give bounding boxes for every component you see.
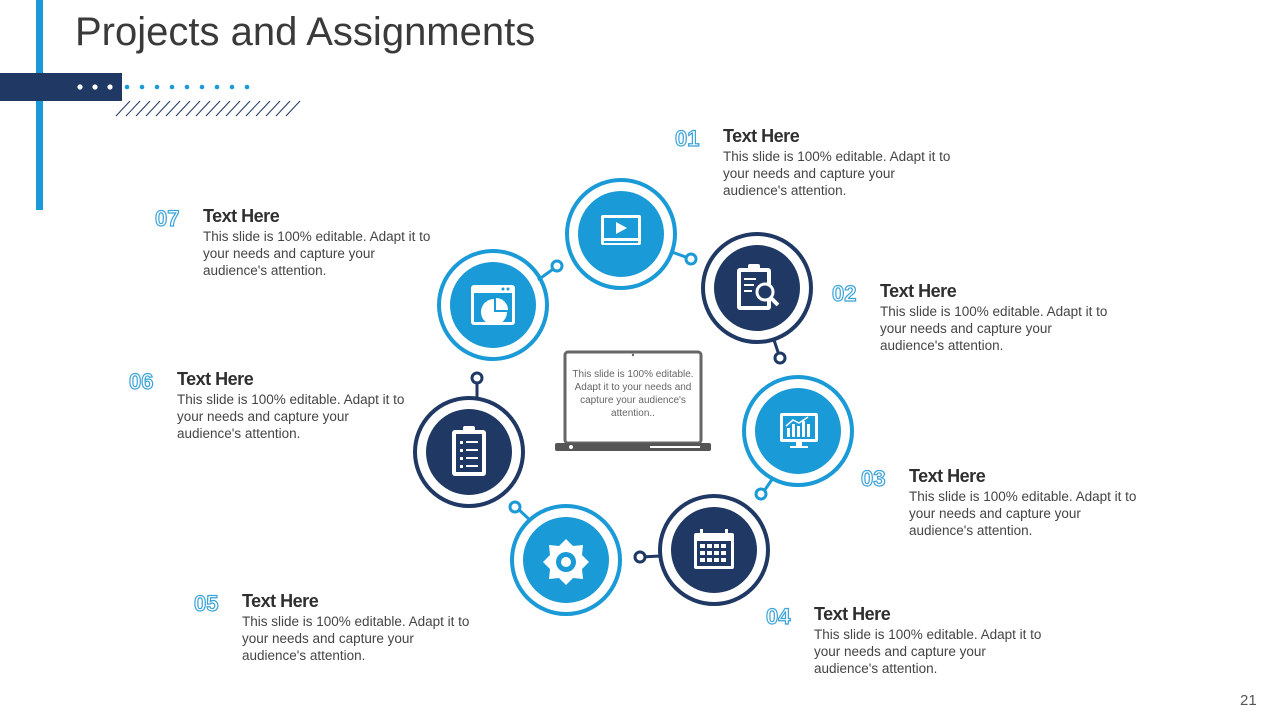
item-title: Text Here xyxy=(723,126,800,146)
item-number: 04 xyxy=(766,604,791,629)
item-title: Text Here xyxy=(177,369,254,389)
node-07 xyxy=(439,251,562,359)
item-title: Text Here xyxy=(203,206,280,226)
item-number: 03 xyxy=(861,466,886,491)
node-03 xyxy=(744,377,852,499)
gear-icon xyxy=(543,539,589,585)
pie-chart-window-icon xyxy=(471,285,515,325)
item-title: Text Here xyxy=(242,591,319,611)
item-description: This slide is 100% editable. Adapt it to your needs and capture your audience's attention. xyxy=(880,304,1108,353)
node-02 xyxy=(703,234,811,363)
node-06 xyxy=(415,373,523,506)
video-player-icon xyxy=(601,215,641,245)
center-text: This slide is 100% editable. Adapt it to your needs and capture your audience's attention.. xyxy=(572,369,694,419)
checklist-icon xyxy=(452,426,486,476)
node-01 xyxy=(567,180,696,288)
item-number: 05 xyxy=(194,591,219,616)
item-description: This slide is 100% editable. Adapt it to your needs and capture your audience's attention. xyxy=(814,627,1042,676)
page-title: Projects and Assignments xyxy=(75,10,536,54)
item-description: This slide is 100% editable. Adapt it to your needs and capture your audience's attention. xyxy=(203,229,431,278)
item-number: 02 xyxy=(832,281,857,306)
item-number: 07 xyxy=(155,206,180,231)
node-04 xyxy=(635,496,768,604)
item-title: Text Here xyxy=(880,281,957,301)
item-number: 06 xyxy=(129,369,154,394)
item-title: Text Here xyxy=(909,466,986,486)
item-description: This slide is 100% editable. Adapt it to your needs and capture your audience's attention. xyxy=(242,614,470,663)
item-number: 01 xyxy=(675,126,700,151)
item-description: This slide is 100% editable. Adapt it to your needs and capture your audience's attention. xyxy=(909,489,1137,538)
node-05 xyxy=(510,502,620,614)
page-number: 21 xyxy=(1240,692,1257,709)
calendar-icon xyxy=(694,529,734,569)
item-description: This slide is 100% editable. Adapt it to your needs and capture your audience's attention. xyxy=(723,149,951,198)
item-title: Text Here xyxy=(814,604,891,624)
item-description: This slide is 100% editable. Adapt it to your needs and capture your audience's attention. xyxy=(177,392,405,441)
